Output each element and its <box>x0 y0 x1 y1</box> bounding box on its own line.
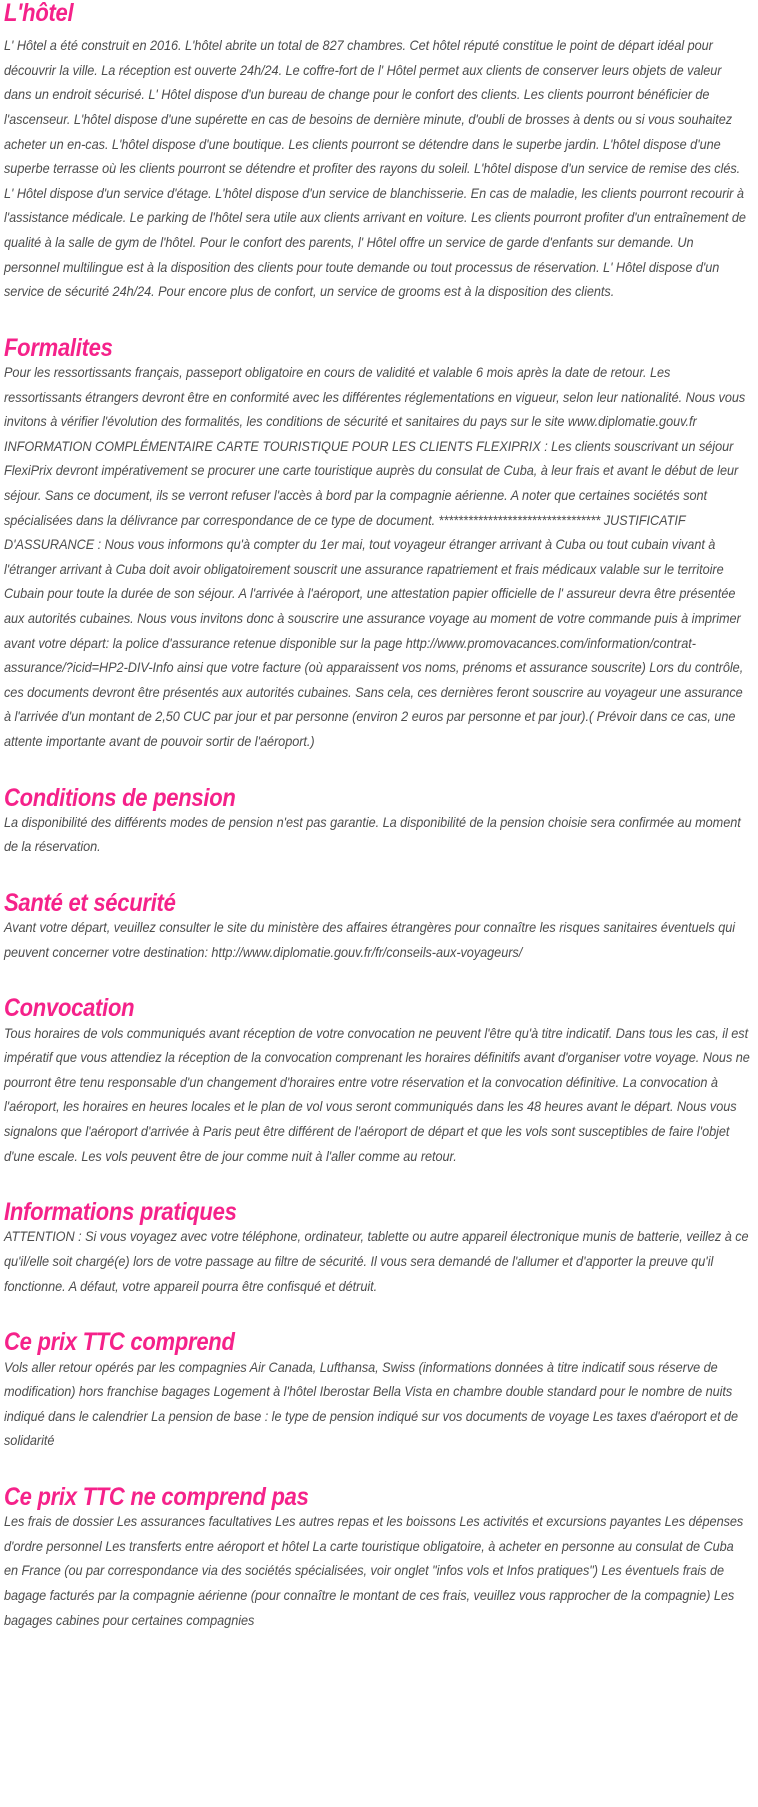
section-heading-convocation: Convocation <box>4 994 135 1023</box>
section-body-sante-et-securite: Avant votre départ, veuillez consulter le site du ministère des affaires étrangères pour connaître les risques sanitaires éventuels qui peuvent concerner votre destination: http://www.diplomatie.gouv.fr/fr/conseils-aux-voyageurs/ <box>4 920 736 960</box>
section-ce-prix-ttc-ne-comprend-pas <box>4 1484 750 1633</box>
section-body-formalites: Pour les ressortissants français, passeport obligatoire en cours de validité et valable 6 mois après la date de retour. Les ressortissants étrangers devront être en conformité avec les différentes réglementations en vigueur, selon leur nationalité. Nous vous invitons à vérifier l'évolution des formalités, les conditions de sécurité et sanitaires du pays sur le site www.diplomatie.gouv.fr INFORMATION COMPLÉMENTAIRE CARTE TOURISTIQUE POUR LES CLIENTS FLEXIPRIX : Les clients souscrivant un séjour FlexiPrix devront impérativement se procurer une carte touristique auprès du consulat de Cuba, à leur frais et avant le début de leur séjour. Sans ce document, ils se verront refuser l'accès à bord par la compagnie aérienne. A noter que certaines sociétés sont spécialisées dans la délivrance par correspondance de ce type de document. ********************************* JUSTIFICATIF D'ASSURANCE : Nous vous informons qu'à compter du 1er mai, tout voyageur étranger arrivant à Cuba ou tout cubain vivant à l'étranger arrivant à Cuba doit avoir obligatoirement souscrit une assurance rapatriement et frais médicaux valable sur le territoire Cubain pour toute la durée de son séjour. A l'arrivée à l'aéroport, une attestation papier officielle de l' assureur devra être présentée aux autorités cubaines. Nous vous invitons donc à souscrire une assurance voyage au moment de votre commande puis à imprimer avant votre départ: la police d'assurance retenue disponible sur la page http://www.promovacances.com/information/contrat-assurance/?icid=HP2-DIV-Info ainsi que votre facture (où apparaissent vos noms, prénoms et assurance souscrite) Lors du contrôle, ces documents devront être présentés aux autorités cubaines. Sans cela, ces dernières feront souscrire au voyageur une assurance à l'arrivée d'un montant de 2,50 CUC par jour et par personne (environ 2 euros par personne et par jour).( Prévoir dans ce cas, une attente importante avant de pouvoir sortir de l'aéroport.) <box>4 365 746 749</box>
section-body-informations-pratiques: ATTENTION : Si vous voyagez avec votre téléphone, ordinateur, tablette ou autre appareil électronique munis de batterie, veillez à ce qu'il/elle soit chargé(e) lors de votre passage au filtre de sécurité. Il vous sera demandé de l'allumer et d'apporter la preuve qu'il fonctionne. A défaut, votre appareil pourra être confisqué et détruit. <box>4 1229 749 1294</box>
section-hotel <box>4 0 750 305</box>
section-sante-et-securite <box>4 890 750 965</box>
section-heading-conditions-de-pension: Conditions de pension <box>4 783 236 812</box>
section-heading-formalites: Formalites <box>4 333 113 362</box>
section-informations-pratiques <box>4 1199 750 1299</box>
section-body-conditions-de-pension: La disponibilité des différents modes de pension n'est pas garantie. La disponibilité de la pension choisie sera confirmée au moment de la réservation. <box>4 814 741 855</box>
section-convocation <box>4 995 750 1169</box>
section-body-convocation: Tous horaires de vols communiqués avant réception de votre convocation ne peuvent l'être qu'à titre indicatif. Dans tous les cas, il est impératif que vous attendiez la réception de la convocation comprenant les horaires définitifs avant d'organiser votre voyage. Nous ne pourront être tenu responsable d'un changement d'horaires entre votre réservation et la convocation définitive. La convocation à l'aéroport, les horaires en heures locales et le plan de vol vous seront communiqués dans les 48 heures avant le départ. Nous vous signalons que l'aéroport d'arrivée à Paris peut être différent de l'aéroport de départ et que les vols sont susceptibles de faire l'objet d'une escale. Les vols peuvent être de jour comme nuit à l'aller comme au retour. <box>4 1025 750 1164</box>
section-heading-informations-pratiques: Informations pratiques <box>4 1198 237 1227</box>
section-heading-hotel: L'hôtel <box>4 0 74 27</box>
section-conditions-de-pension <box>4 785 750 860</box>
section-heading-sante-et-securite: Santé et sécurité <box>4 888 176 917</box>
section-heading-ce-prix-ttc-ne-comprend-pas: Ce prix TTC ne comprend pas <box>4 1482 309 1511</box>
section-heading-ce-prix-ttc-comprend: Ce prix TTC comprend <box>4 1328 235 1357</box>
section-body-hotel: L' Hôtel a été construit en 2016. L'hôtel abrite un total de 827 chambres. Cet hôtel réputé constitue le point de départ idéal pour découvrir la ville. La réception est ouverte 24h/24. Le coffre-fort de l' Hôtel permet aux clients de conserver leurs objets de valeur dans un endroit sécurisé. L' Hôtel dispose d'un bureau de change pour le confort des clients. Les clients pourront bénéficier de l'ascenseur. L'hôtel dispose d'une supérette en cas de besoins de dernière minute, d'oubli de brosses à dents ou si vous souhaitez acheter un en-cas. L'hôtel dispose d'une boutique. Les clients pourront se détendre dans le superbe jardin. L'hôtel dispose d'une superbe terrasse où les clients pourront se détendre et profiter des rayons du soleil. L'hôtel dispose d'un service de remise des clés. L' Hôtel dispose d'un service d'étage. L'hôtel dispose d'un service de blanchisserie. En cas de maladie, les clients pourront recourir à l'assistance médicale. Le parking de l'hôtel sera utile aux clients arrivant en voiture. Les clients pourront profiter d'un entraînement de qualité à la salle de gym de l'hôtel. Pour le confort des parents, l' Hôtel offre un service de garde d'enfants sur demande. Un personnel multilingue est à la disposition des clients pour toute demande ou tout processus de réservation. L' Hôtel dispose d'un service de sécurité 24h/24. Pour encore plus de confort, un service de grooms est à la disposition des clients. <box>4 38 746 300</box>
section-formalites <box>4 335 750 755</box>
section-ce-prix-ttc-comprend <box>4 1329 750 1454</box>
section-body-ce-prix-ttc-ne-comprend-pas: Les frais de dossier Les assurances facultatives Les autres repas et les boissons Les activités et excursions payantes Les dépenses d'ordre personnel Les transferts entre aéroport et hôtel La carte touristique obligatoire, à acheter en personne au consulat de Cuba en France (ou par correspondance via des sociétés spécialisées, voir onglet "infos vols et Infos pratiques") Les éventuels frais de bagage facturés par la compagnie aérienne (pour connaître le montant de ces frais, veuillez vous rapprocher de la compagnie) Les bagages cabines pour certaines compagnies <box>4 1514 744 1628</box>
section-body-ce-prix-ttc-comprend: Vols aller retour opérés par les compagnies Air Canada, Lufthansa, Swiss (informations données à titre indicatif sous réserve de modification) hors franchise bagages Logement à l'hôtel Iberostar Bella Vista en chambre double standard pour le nombre de nuits indiqué dans le calendrier La pension de base : le type de pension indiqué sur vos documents de voyage Les taxes d'aéroport et de solidarité <box>4 1359 739 1449</box>
